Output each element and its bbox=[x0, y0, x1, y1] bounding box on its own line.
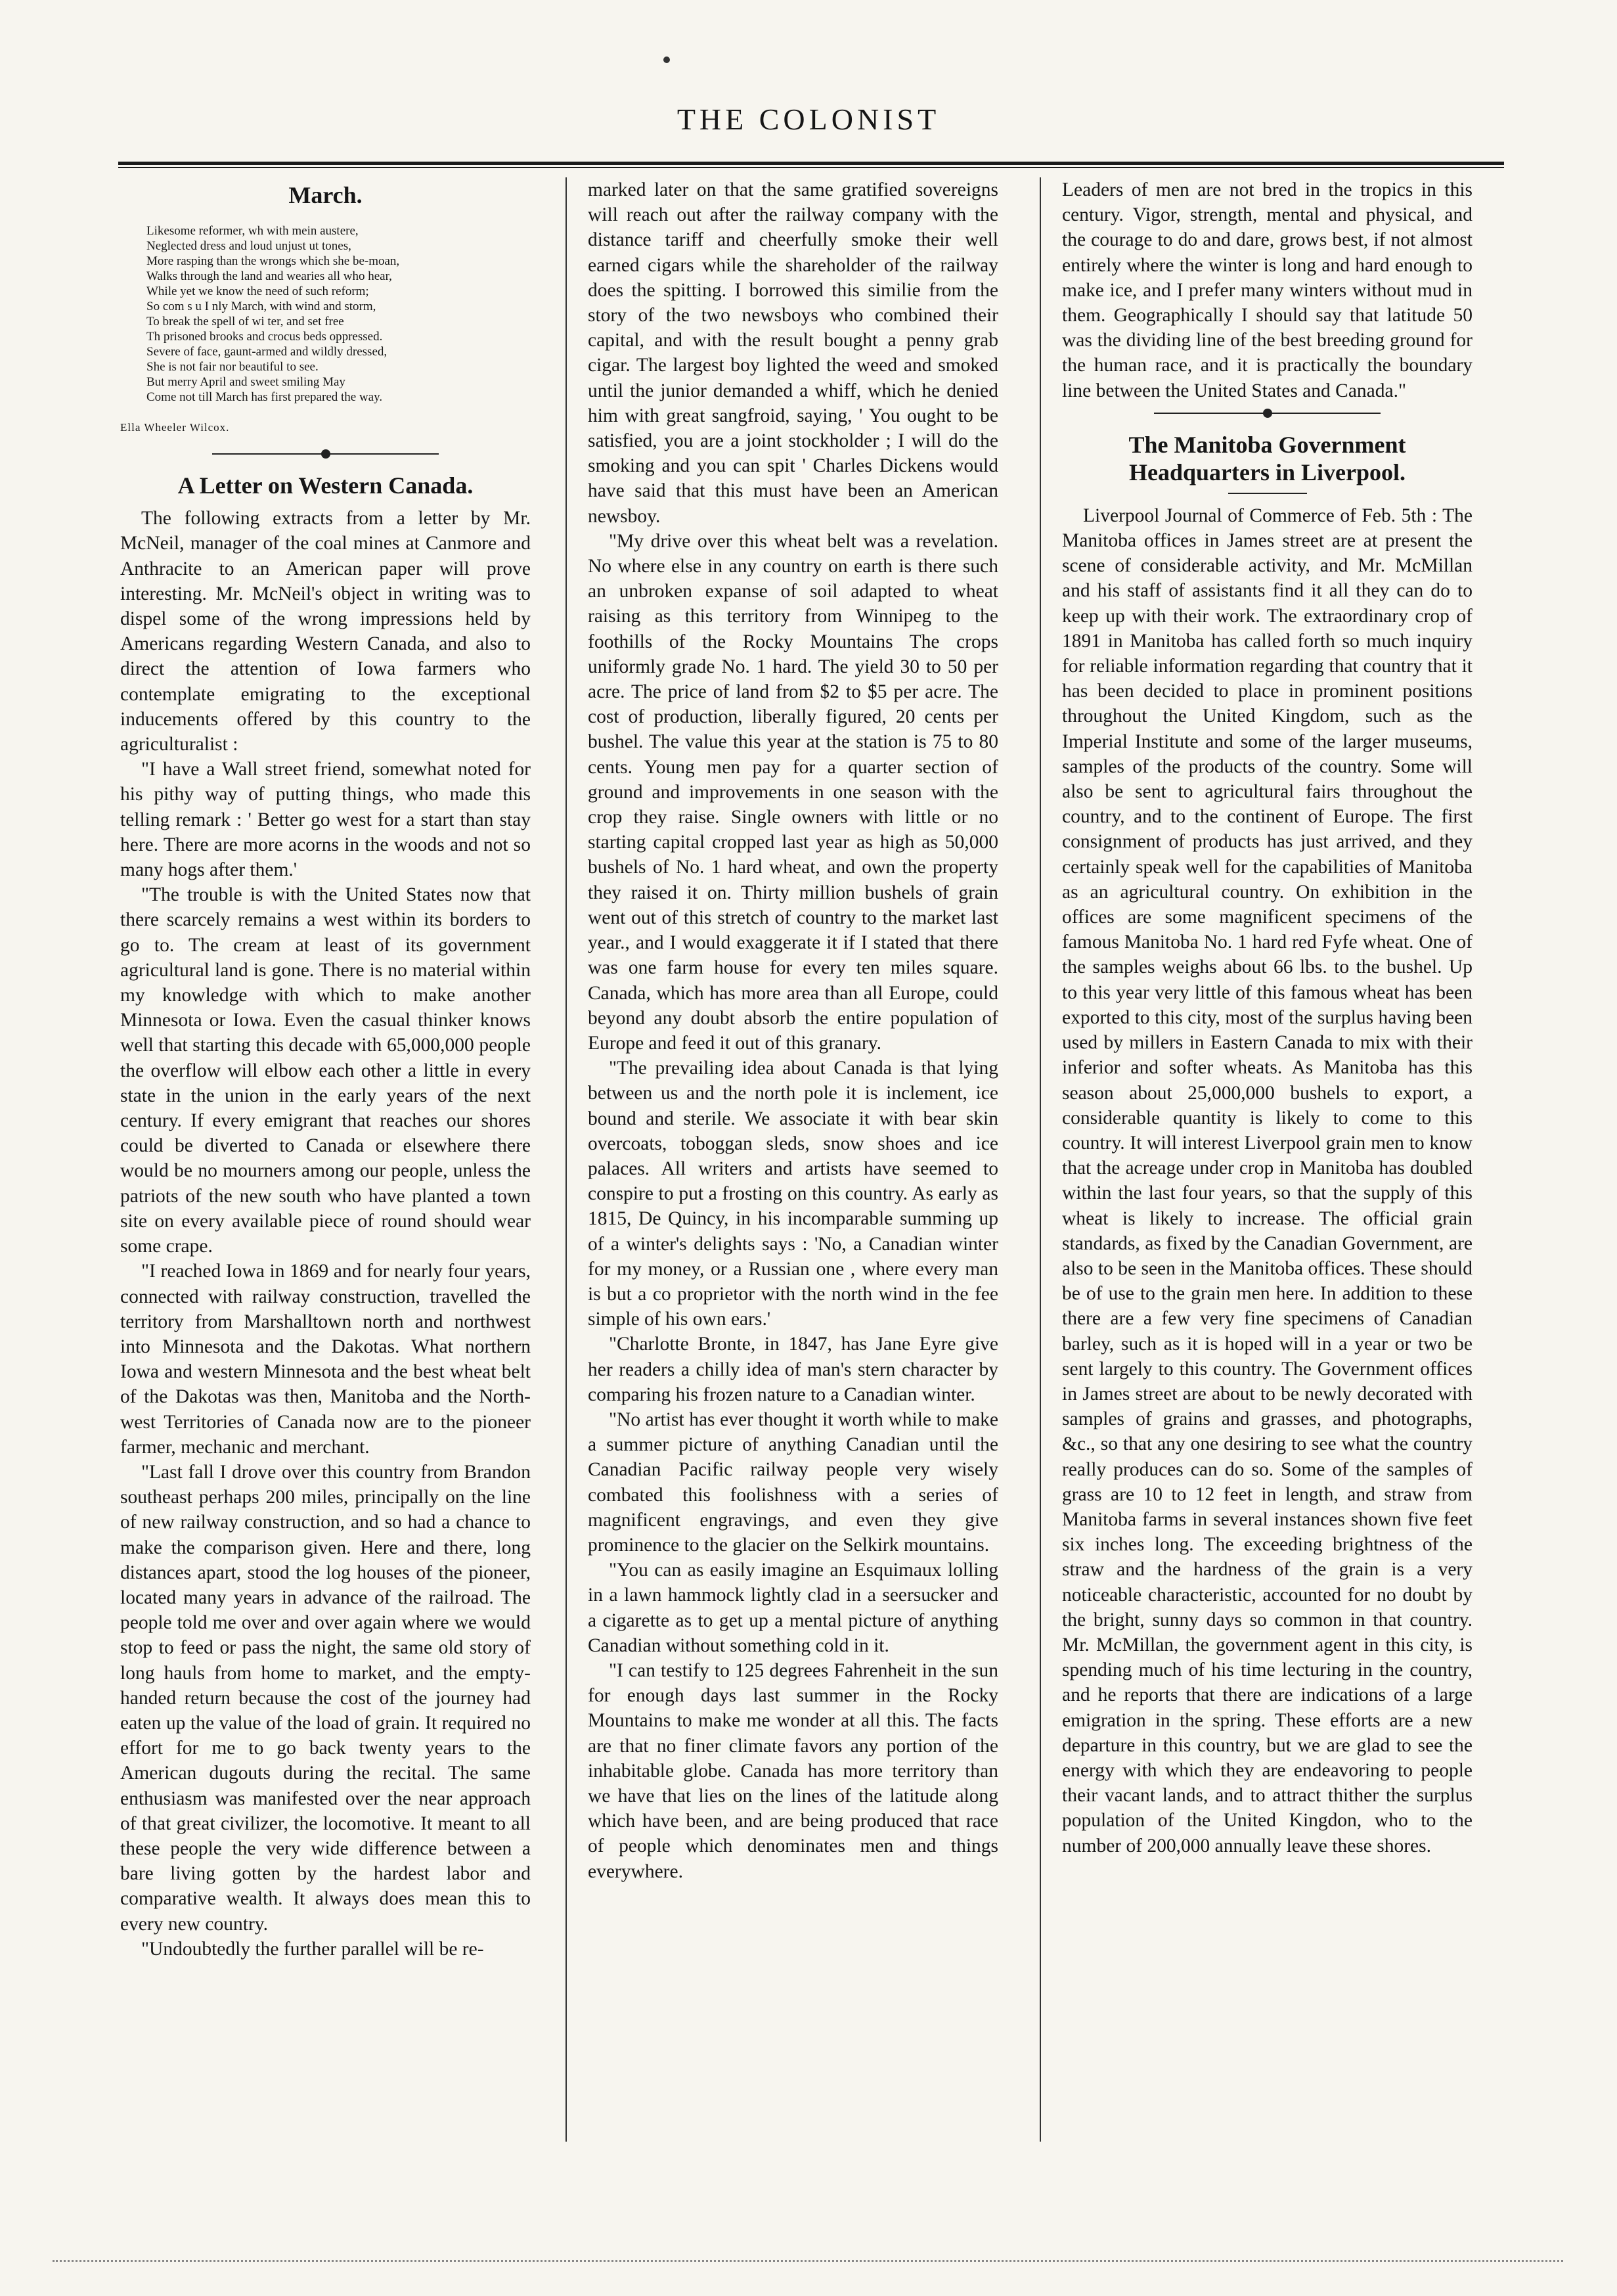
masthead: THE COLONIST bbox=[676, 102, 941, 136]
poem-line: Likesome reformer, wh with mein austere, bbox=[146, 224, 359, 238]
manitoba-article-body: Liverpool Journal of Commerce of Feb. 5th : The Manitoba offices in James street are at present the scene of considerable activity, and Mr. McMillan and his staff of assistants find it all they can do to keep up with their work. The extraordinary crop of 1891 in Manitoba has called forth so much inquiry for reliable information regarding that country that it has been decided to place in prominent positions throughout the United Kingdom, such as the Imperial Institute and some of the larger museums, samples of the products of the country. Some will also be sent to agricultural fairs throughout the country, and to the continent of Europe. The first consignment of products has just arrived, and they certainly speak well for the capabilities of Manitoba as an agricultural country. On exhibition in the offices are some magnificent specimens of the famous Manitoba No. 1 hard red Fyfe wheat. One of the samples weighs about 66 lbs. to the bushel. Up to this year very little of this famous wheat has been exported to this city, most of the surplus having been used by millers in Eastern Canada to mix with their inferior and softer wheats. As Manitoba has this season about 25,000,000 bushels to export, a considerable quantity is likely to come to this country. It will interest Liverpool grain men to know that the acreage under crop in Manitoba has doubled within the last four years, so that the supply of this wheat is likely to increase. The official grain standards, as fixed by the Canadian Government, are also to be seen in the Manitoba offices. These should be of use to the grain men here. In addition to these there are a few very fine specimens of Canadian barley, such as it is hoped will in a year or two be sent largely to this country. The Government offices in James street are about to be newly decorated with samples of grains and grasses, and photographs, &c., so that any one desiring to see what the country really produces can do so. Some of the samples of grass are 10 to 12 feet in length, and straw from Manitoba farms in several instances shown five feet six inches long. The exceeding brightness of the straw and the hardness of the grain is a very noticeable characteristic, accounted for no doubt by the bright, sunny days so common in that country. Mr. McMillan, the government agent in this city, is spending much of his time lecturing in the country, and he reports that there are indications of a large emigration in the spring. These efforts are a new departure in this country, but we are glad to see the energy with which they are endeavoring to people their vacant lands, and to attract thither the surplus population of the United Kingdon, who to the number of 200,000 annually leave these shores. bbox=[1062, 505, 1473, 1857]
poem-author: Ella Wheeler Wilcox. bbox=[120, 421, 230, 434]
poem-line: To break the spell of wi ter, and set free bbox=[146, 315, 344, 328]
paragraph: The following extracts from a letter by Mr. McNeil, manager of the coal mines at Canmore and Anthracite to an American paper will prove interesting. Mr. McNeil's object in writing was to dispel some of the wrong impressions held by Americans regarding Western Canada, and also to direct the attention of Iowa farmers who contemplate emigrating to the exceptional inducements offered by this country to the agriculturalist : bbox=[120, 508, 531, 755]
poem-line: Neglected dress and loud unjust ut tones, bbox=[146, 239, 351, 253]
paragraph: "The trouble is with the United States now that there scarcely remains a west within its borders to go to. The cream at least of its government agricultural land is gone. There is no material within my knowledge with which to make another Minnesota or Iowa. Even the casual thinker knows well that starting this decade with 65,000,000 people the overflow will elbow each other a little in every state in the union in the early years of the next century. If every emigrant that reaches our shores could be diverted to Canada or elsewhere there would be no mourners among our people, unless the patriots of the new south who have planted a town site on every available piece of round should wear some crape. bbox=[120, 884, 531, 1257]
column-3 bbox=[1062, 177, 1473, 1858]
column-divider-2 bbox=[1040, 177, 1041, 2142]
paragraph: "The prevailing idea about Canada is that lying between us and the north pole it is inclement, ice bound and sterile. We associate it with bear skin overcoats, toboggan sleds, snow shoes and ice palaces. All writers and artists have seemed to conspire to put a frosting on this country. As early as 1815, De Quincy, in his incomparable summing up of a winter's delights says : 'No, a Canadian winter for my money, or a Russian one , where every man is but a co proprietor with the north wind in the fee simple of his own ears.' bbox=[588, 1058, 998, 1330]
letter-body bbox=[120, 506, 531, 1962]
march-poem bbox=[146, 223, 531, 405]
scan-edge-noise bbox=[53, 2260, 1563, 2268]
paragraph: "No artist has ever thought it worth while to make a summer picture of anything Canadian until the Canadian Pacific railway people very wisely combated this foolishness with a series of magnificent engravings, and even they give prominence to the glacier on the Selkirk mountains. bbox=[588, 1408, 998, 1556]
paragraph: "Charlotte Bronte, in 1847, has Jane Eyre give her readers a chilly idea of man's stern character by comparing his frozen nature to a Canadian winter. bbox=[588, 1334, 998, 1405]
poem-line: Come not till March has first prepared the way. bbox=[146, 390, 383, 404]
march-poem-title: March. bbox=[288, 182, 363, 208]
paragraph: "I can testify to 125 degrees Fahrenheit in the sun for enough days last summer in the Rocky Mountains to make me wonder at all this. The facts are that no finer climate favors any portion of the inhabitable globe. Canada has more territory than we have that lies on the lines of the latitude along which have been, and are being produced that race of people which denominates men and things everywhere. bbox=[588, 1659, 998, 1882]
poem-line: Severe of face, gaunt-armed and wildly dressed, bbox=[146, 345, 388, 359]
column-1 bbox=[120, 177, 531, 1962]
column-2 bbox=[588, 177, 998, 1884]
letter-continuation bbox=[588, 177, 998, 1884]
paragraph: marked later on that the same gratified sovereigns will reach out after the railway company with the distance tariff and cheerfully smoke their well earned cigars while the shareholder of the railway does the spitting. I borrowed this similie from the story of the two newsboys who combined their capital, and with the result bought a penny grab cigar. The largest boy lighted the weed and smoked until the junior demanded a whiff, which he denied him with great sangfroid, saying, ' You ought to be satisfied, you are a joint stockholder ; I will do the smoking and you can spit ' Charles Dickens would have said that this must have been an American newsboy. bbox=[588, 179, 998, 527]
paragraph: "You can as easily imagine an Esquimaux lolling in a lawn hammock lightly clad in a seersucker and a cigarette as to get up a mental picture of anything Canadian without something cold in it. bbox=[588, 1560, 998, 1656]
masthead-rule-thick bbox=[118, 162, 1504, 165]
manitoba-title: The Manitoba Government Headquarters in Liverpool. bbox=[1128, 431, 1406, 485]
poem-line: Th prisoned brooks and crocus beds oppressed. bbox=[146, 330, 383, 344]
poem-line: She is not fair nor beautiful to see. bbox=[146, 360, 319, 374]
column-divider-1 bbox=[565, 177, 567, 2142]
poem-line: But merry April and sweet smiling May bbox=[146, 375, 345, 389]
article-separator bbox=[1062, 406, 1473, 420]
poem-line: More rasping than the wrongs which she be-moan, bbox=[146, 254, 400, 268]
ink-spot bbox=[663, 56, 670, 63]
letter-conclusion: Leaders of men are not bred in the tropics in this century. Vigor, strength, mental and physical, and the courage to do and dare, grows best, if not almost entirely where the winter is long and hard enough to make ice, and I prefer many winters without mud in them. Geographically I should say that latitude 50 was the dividing line of the best breeding ground for the human race, and it is practically the boundary line between the United States and Canada." bbox=[1062, 179, 1473, 401]
letter-title: A Letter on Western Canada. bbox=[177, 472, 474, 499]
paragraph: "Undoubtedly the further parallel will be re- bbox=[141, 1938, 484, 1960]
poem-line: So com s u I nly March, with wind and storm, bbox=[146, 300, 376, 313]
poem-line: Walks through the land and wearies all who hear, bbox=[146, 269, 392, 283]
paragraph: "I reached Iowa in 1869 and for nearly four years, connected with railway construction, travelled the territory from Marshalltown north and northwest into Minnesota and the Dakotas. What northern Iowa and western Minnesota and the best wheat belt of the Dakotas was then, Manitoba and the North-west Territories of Canada now are to the pioneer farmer, mechanic and merchant. bbox=[120, 1261, 531, 1458]
paragraph: "I have a Wall street friend, somewhat noted for his pithy way of putting things, who made this telling remark : ' Better go west for a start than stay here. There are more acorns in the woods and not so many hogs after them.' bbox=[120, 759, 531, 881]
poem-line: While yet we know the need of such reform; bbox=[146, 284, 369, 298]
article-separator bbox=[120, 447, 531, 461]
paragraph: "My drive over this wheat belt was a revelation. No where else in any country on earth is there such an unbroken expanse of soil adapted to wheat raising as this territory from Winnipeg to the foothills of the Rocky Mountains The crops uniformly grade No. 1 hard. The yield 30 to 50 per acre. The price of land from $2 to $5 per acre. The cost of production, liberally figured, 20 cents per bushel. The value this year at the station is 75 to 80 cents. Young men pay for a quarter section of ground and improvements in one season with the crop they raise. Single owners with little or no starting capital cropped last year as high as 50,000 bushels of No. 1 hard wheat, and own the property they raised it on. Thirty million bushels of grain went out of this stretch of country to the market last year., and I would exaggerate it if I stated that there was one farm house for every ten miles square. Canada, which has more area than all Europe, could beyond any doubt absorb the entire population of Europe and feed it out of this granary. bbox=[588, 530, 998, 1054]
masthead-rule-thin bbox=[118, 167, 1504, 168]
title-underline bbox=[1228, 493, 1307, 494]
paragraph: "Last fall I drove over this country from Brandon southeast perhaps 200 miles, principally on the line of new railway construction, and so had a chance to make the comparison given. Here and there, long distances apart, stood the log houses of the pioneer, located many years in advance of the railroad. The people told me over and over again where we would stop to feed or pass the night, the same old story of long hauls from home to market, and the empty-handed return because the cost of the journey had eaten up the value of the load of grain. It required no effort for me to go back twenty years to the American dugouts during the recital. The same enthusiasm was manifested over the near approach of that great civilizer, the locomotive. It meant to all these people the very wide difference between a bare living gotten by the hardest labor and comparative wealth. It always does mean this to every new country. bbox=[120, 1461, 531, 1935]
